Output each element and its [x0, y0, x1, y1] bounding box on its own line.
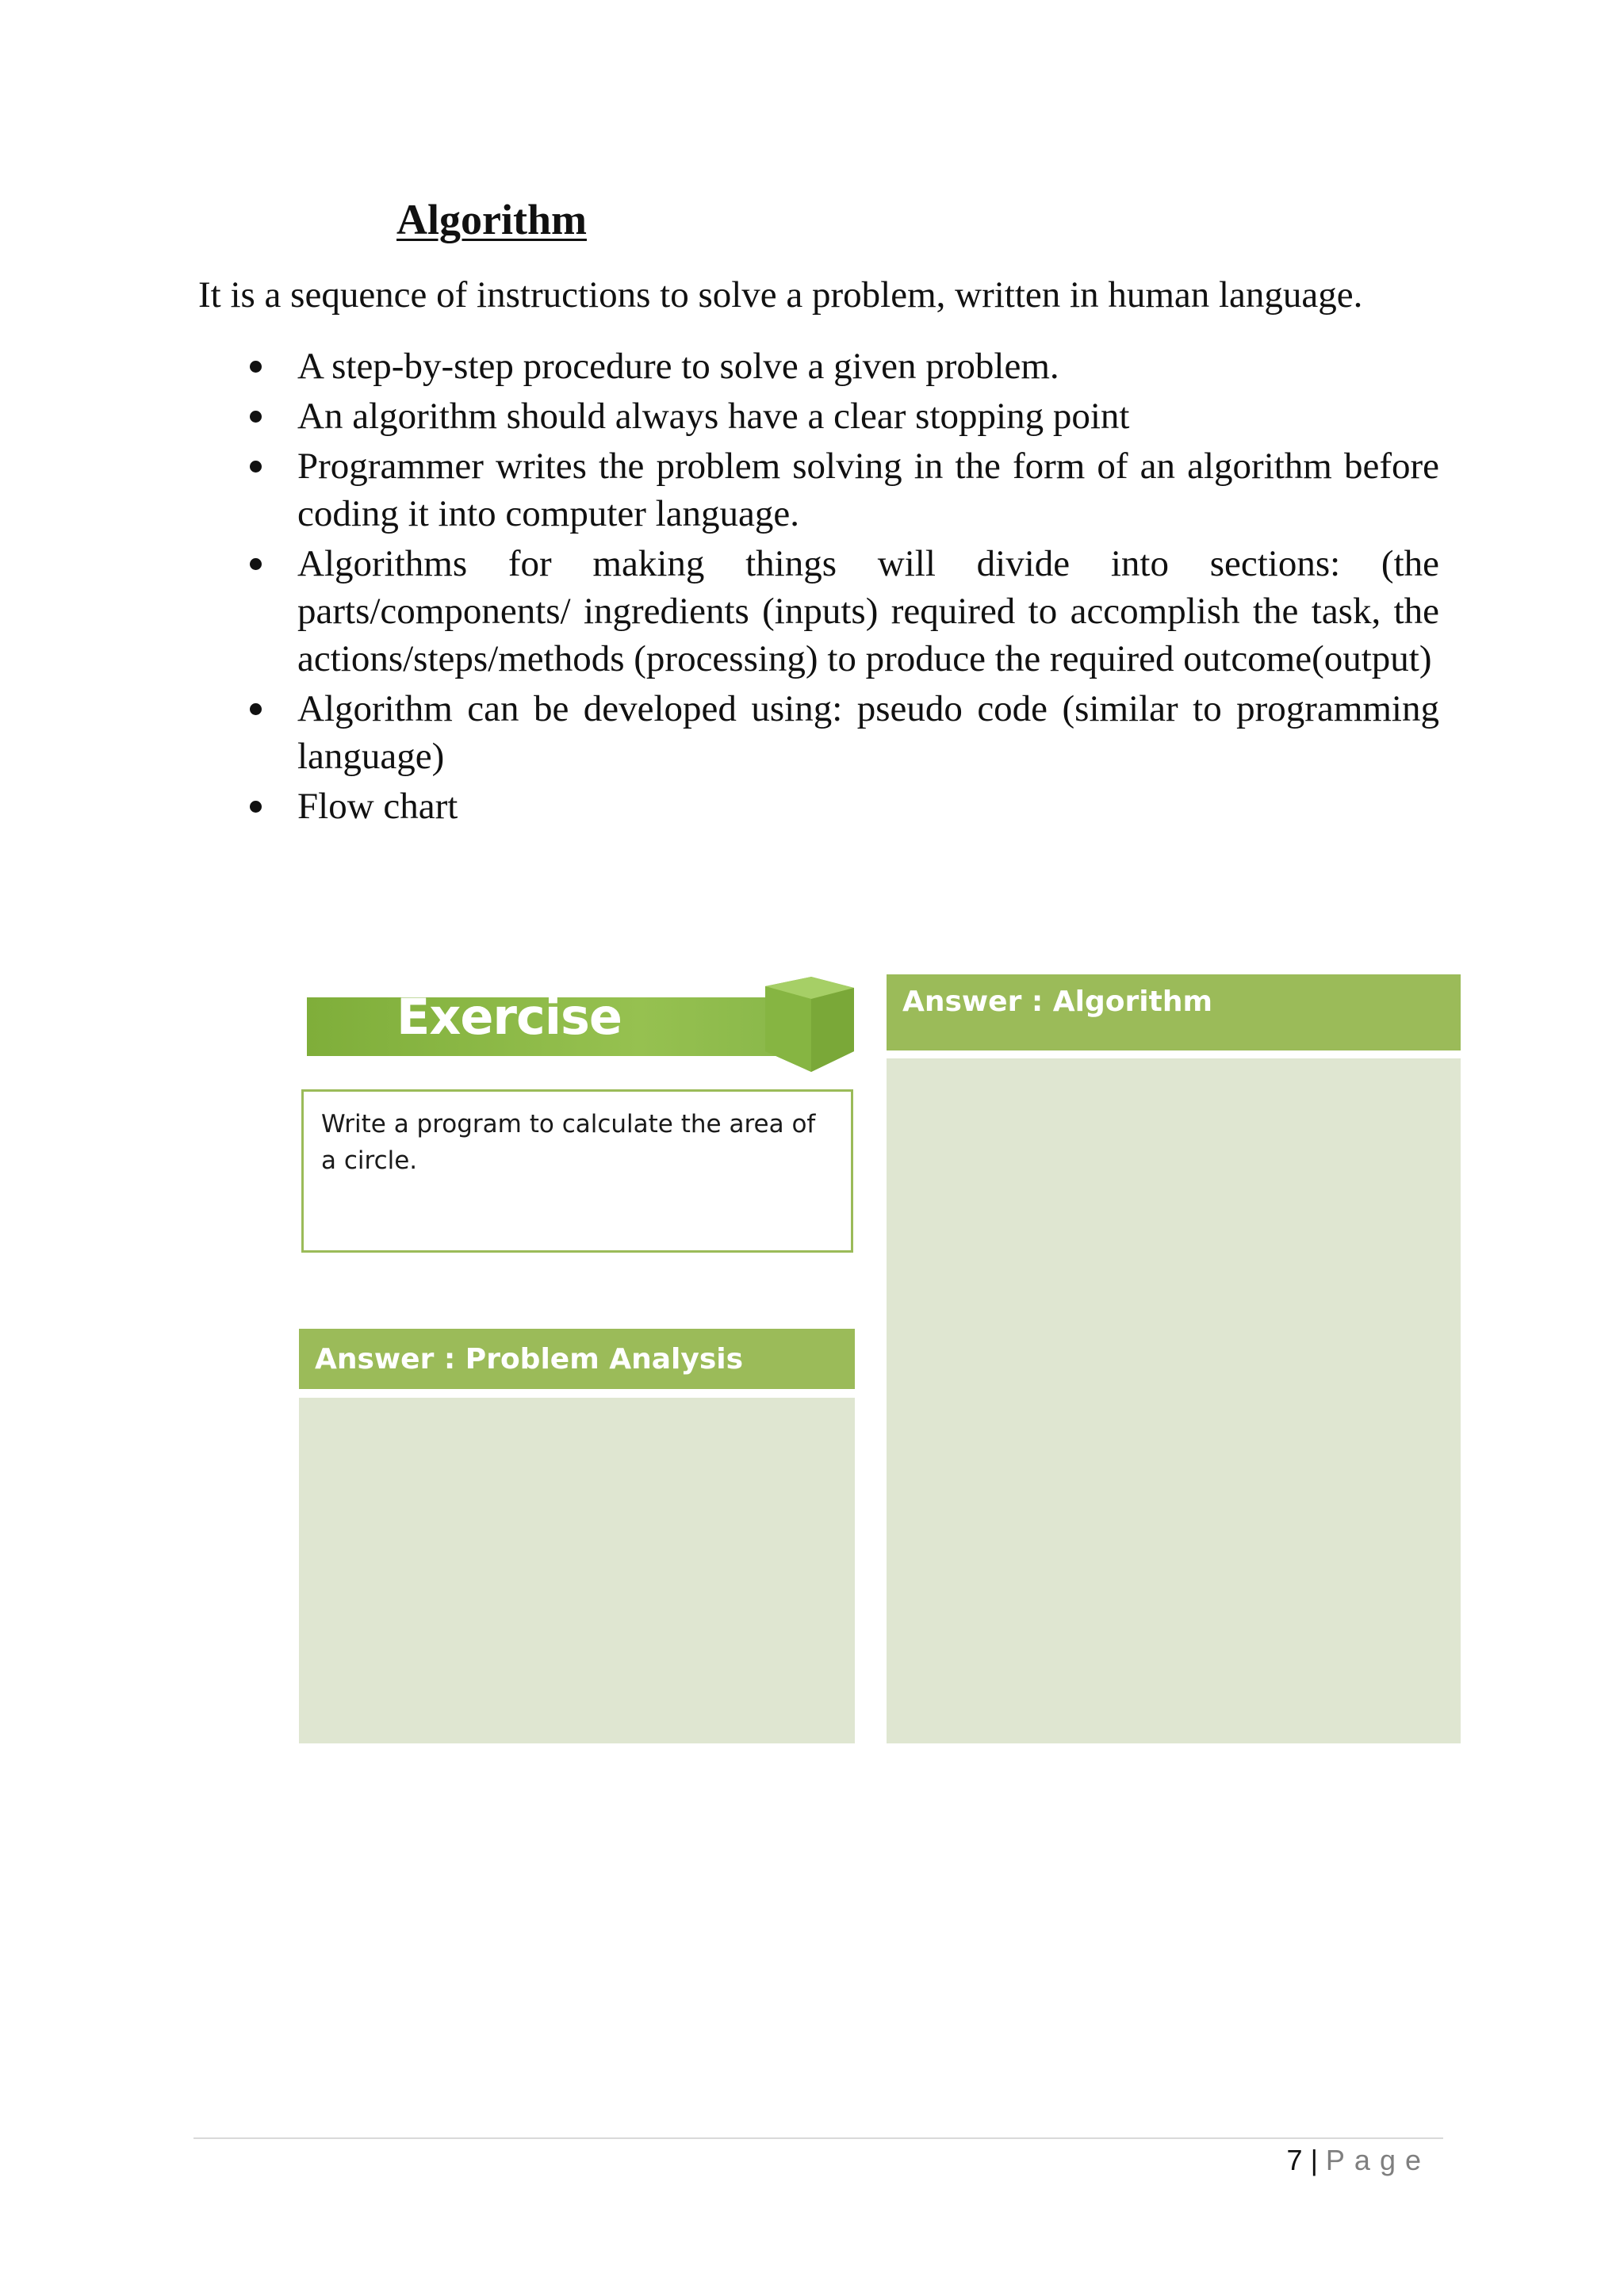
section-heading: Algorithm [396, 196, 587, 243]
exercise-label: Exercise [396, 988, 622, 1046]
answer-algorithm-header: Answer : Algorithm [887, 974, 1461, 1050]
list-item-text: Algorithms for making things will divide into sections: (the parts/components/ ingredients (inputs) required to accomplish the task, the actions/steps/methods (processing) to produce the required outcome(output) [297, 543, 1439, 679]
answer-algorithm-area[interactable] [887, 1058, 1461, 1743]
page-footer [1287, 2144, 1431, 2177]
list-item [238, 442, 1439, 538]
list-item [238, 783, 1439, 830]
bullet-icon [250, 703, 262, 715]
list-item [238, 540, 1439, 683]
footer-separator: | [1310, 2144, 1318, 2176]
page-word: Page [1325, 2144, 1431, 2176]
bullet-icon [250, 411, 262, 423]
bullet-icon [250, 558, 262, 570]
list-item-text: Algorithm can be developed using: pseudo code (similar to programming language) [297, 688, 1439, 777]
list-item [238, 685, 1439, 780]
footer-divider [193, 2137, 1443, 2139]
answer-analysis-header: Answer : Problem Analysis [299, 1329, 855, 1389]
list-item-text: An algorithm should always have a clear stopping point [297, 396, 1130, 437]
intro-paragraph: It is a sequence of instructions to solve a problem, written in human language. [198, 274, 1363, 316]
bullet-icon [250, 801, 262, 813]
bullet-list [238, 342, 1439, 832]
list-item-text: Flow chart [297, 786, 458, 827]
answer-analysis-area[interactable] [299, 1398, 855, 1743]
page-number: 7 [1286, 2144, 1303, 2176]
bullet-icon [250, 361, 262, 373]
question-text: Write a program to calculate the area of a circle. [321, 1110, 816, 1175]
question-box [301, 1089, 853, 1253]
list-item-text: A step-by-step procedure to solve a given problem. [297, 346, 1059, 387]
list-item [238, 392, 1439, 440]
bullet-icon [250, 461, 262, 473]
list-item-text: Programmer writes the problem solving in the form of an algorithm before coding it into computer language. [297, 446, 1439, 534]
list-item [238, 342, 1439, 390]
